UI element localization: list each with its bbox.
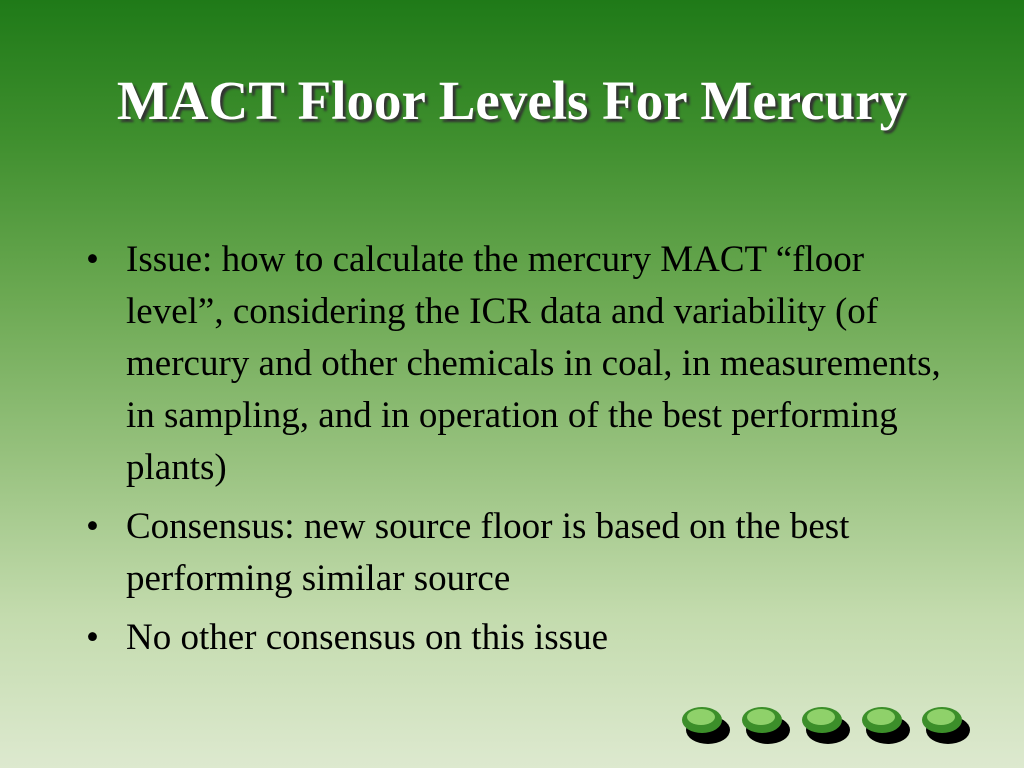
pill-icon: [680, 704, 732, 748]
bullet-list: [84, 234, 944, 671]
bullet-item: [84, 234, 944, 494]
bullet-item: [84, 612, 944, 664]
bullet-text: Issue: how to calculate the mercury MACT “floor level”, considering the ICR data and variability (of mercury and other chemicals in coal, in measurements, in sampling, and in operation of the best performing plants): [126, 239, 941, 488]
bullet-icon: •: [86, 239, 99, 280]
pill-icon: [920, 704, 972, 748]
pill-icon: [800, 704, 852, 748]
bullet-item: [84, 501, 944, 605]
bullet-text: No other consensus on this issue: [126, 617, 608, 658]
bullet-icon: •: [86, 506, 99, 547]
slide-title: MACT Floor Levels For Mercury: [116, 70, 908, 131]
bullet-text: Consensus: new source floor is based on the best performing similar source: [126, 506, 850, 599]
decorative-pill-row: [680, 704, 980, 754]
bullet-icon: •: [86, 617, 99, 658]
pill-icon: [860, 704, 912, 748]
pill-icon: [740, 704, 792, 748]
